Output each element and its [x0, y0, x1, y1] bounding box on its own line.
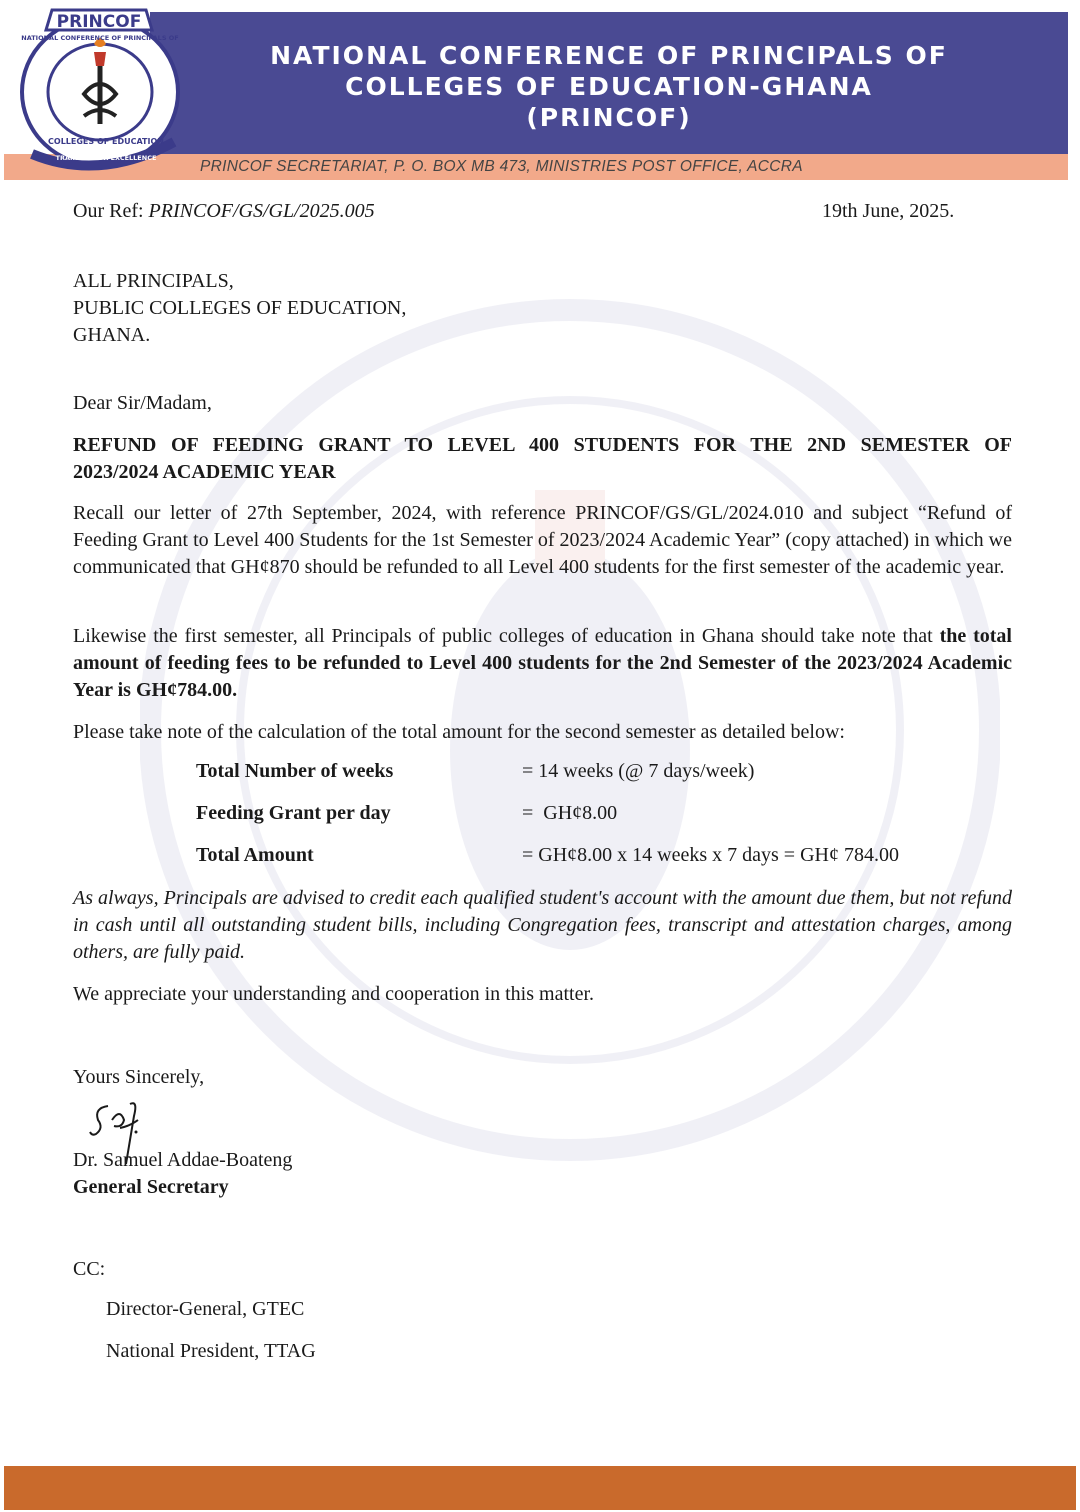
title-line-1: NATIONAL CONFERENCE OF PRINCIPALS OF: [270, 41, 948, 70]
calc-label-total: Total Amount: [196, 844, 314, 866]
letter-date: 19th June, 2025.: [822, 200, 955, 222]
reference-label: Our Ref:: [73, 200, 144, 222]
calc-label-weeks: Total Number of weeks: [196, 760, 394, 782]
seal-ring-top: NATIONAL CONFERENCE OF PRINCIPALS OF: [21, 34, 179, 42]
princof-seal-logo: [14, 4, 204, 174]
recipient-line-2: PUBLIC COLLEGES OF EDUCATION,: [73, 297, 407, 319]
recipient-line-3: GHANA.: [73, 324, 151, 346]
paragraph-recall: Recall our letter of 27th September, 2024, with reference PRINCOF/GS/GL/2024.010 and subject “Refund of Feeding Grant to Level 400 Students for the 1st Semester of 2023/2024 Academic Year” (copy attached) in which we communicated that GH¢870 should be refunded to all Level 400 students for the first semester of the academic year.: [73, 502, 1012, 578]
footer-band: [4, 1466, 1076, 1510]
organisation-title: [150, 40, 1068, 133]
closing: Yours Sincerely,: [73, 1066, 205, 1088]
cc-item: Director-General, GTEC: [106, 1298, 305, 1320]
reference-number: PRINCOF/GS/GL/2025.005: [148, 200, 375, 222]
paragraph-calculation-intro: Please take note of the calculation of the total amount for the second semester as detailed below:: [73, 721, 845, 743]
reference: [73, 200, 375, 223]
paragraph-advisory: As always, Principals are advised to credit each qualified student's account with the amount due them, but not refund in cash until all outstanding student bills, including Congregation fees, transcript and attestation charges, among others, are fully paid.: [73, 887, 1012, 963]
calc-value-weeks: = 14 weeks (@ 7 days/week): [522, 760, 755, 782]
signatory-title: General Secretary: [73, 1176, 229, 1198]
subject-line-1: REFUND OF FEEDING GRANT TO LEVEL 400 STUDENTS FOR THE 2ND SEMESTER OF: [73, 434, 1012, 456]
paragraph-appreciation: We appreciate your understanding and cooperation in this matter.: [73, 983, 594, 1005]
paragraph-refund-plain: Likewise the first semester, all Principals of public colleges of education in Ghana should take note that: [73, 625, 940, 647]
paragraph-refund-bold: the total amount of feeding fees to be refunded to Level 400 students for the 2nd Semester of the 2023/2024 Academic Year is GH¢784.00.: [73, 625, 1012, 701]
calc-label-grant-per-day: Feeding Grant per day: [196, 802, 391, 824]
subject-line-2: 2023/2024 ACADEMIC YEAR: [73, 461, 336, 483]
recipient-line-1: ALL PRINCIPALS,: [73, 270, 234, 292]
title-line-3: (PRINCOF): [526, 103, 692, 132]
seal-ring-bottom: COLLEGES OF EDUCATION: [48, 137, 164, 146]
signatory-name: Dr. Samuel Addae-Boateng: [73, 1149, 293, 1171]
paragraph-refund-amount: [73, 623, 1012, 704]
cc-item: National President, TTAG: [106, 1340, 316, 1362]
calc-value-total: = GH¢8.00 x 14 weeks x 7 days = GH¢ 784.00: [522, 844, 899, 866]
title-line-2: COLLEGES OF EDUCATION-GHANA: [345, 72, 873, 101]
calc-value-grant-per-day: = GH¢8.00: [522, 802, 618, 824]
salutation: Dear Sir/Madam,: [73, 392, 212, 414]
secretariat-address: PRINCOF SECRETARIAT, P. O. BOX MB 473, MINISTRIES POST OFFICE, ACCRA: [200, 158, 803, 175]
seal-name: PRINCOF: [56, 12, 142, 32]
cc-label: CC:: [73, 1258, 106, 1280]
seal-motto: TRAINING FOR EXCELLENCE: [55, 154, 157, 162]
